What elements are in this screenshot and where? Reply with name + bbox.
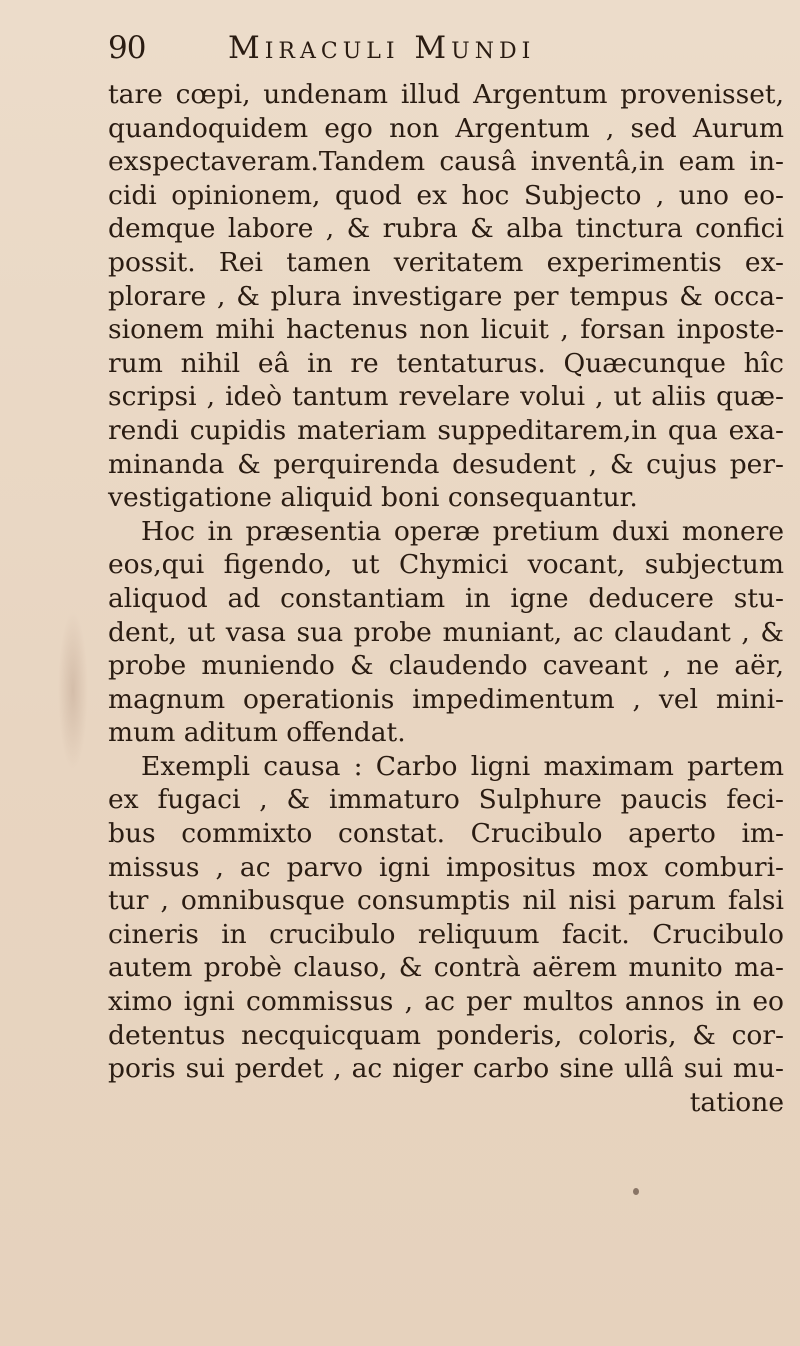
text-line: sionem mihi hactenus non licuit , forsan inposte- (108, 314, 784, 346)
text-line: cidi opinionem, quod ex hoc Subjecto , uno eo- (108, 179, 784, 211)
text-line: possit. Rei tamen veritatem experimentis ex- (108, 246, 784, 278)
margin-stain (58, 610, 88, 770)
paragraph-start-line: Hoc in præsentia operæ pretium duxi monere (141, 515, 784, 547)
catchword: tatione (689, 1086, 784, 1118)
running-title: Miraculi Mundi (228, 30, 536, 66)
text-line: rendi cupidis materiam suppeditarem,in qua exa- (108, 414, 784, 446)
text-line: detentus necquicquam ponderis, coloris, & cor- (108, 1019, 784, 1051)
text-line: exspectaveram.Tandem causâ inventâ,in eam in- (108, 146, 784, 178)
text-line: autem probè clauso, & contrà aërem munito ma- (108, 952, 784, 984)
text-line: probe muniendo & claudendo caveant , ne aër, (108, 650, 784, 682)
page-header (108, 22, 708, 70)
paragraph-end-line: vestigatione aliquid boni consequantur. (108, 482, 638, 514)
text-line: aliquod ad constantiam in igne deducere stu- (108, 582, 784, 614)
text-line: bus commixto constat. Crucibulo aperto im- (108, 818, 784, 850)
text-line: eos,qui figendo, ut Chymici vocant, subjectum (108, 549, 784, 581)
text-line: scripsi , ideò tantum revelare volui , ut aliis quæ- (108, 381, 784, 413)
text-line: plorare , & plura investigare per tempus & occa- (108, 280, 784, 312)
body-text (108, 78, 784, 1119)
text-line: ex fugaci , & immaturo Sulphure paucis feci- (108, 784, 784, 816)
text-line: cineris in crucibulo reliquum facit. Crucibulo (108, 918, 784, 950)
text-line: ximo igni commissus , ac per multos annos in eo (108, 986, 784, 1018)
paragraph-start-line: Exempli causa : Carbo ligni maximam partem (141, 750, 784, 782)
text-line: dent, ut vasa sua probe muniant, ac claudant , & (108, 616, 784, 648)
text-line: missus , ac parvo igni impositus mox comburi- (108, 851, 784, 883)
text-line: tur , omnibusque consumptis nil nisi parum falsi (108, 885, 784, 917)
page-number: 90 (108, 30, 146, 66)
text-line: tare cœpi, undenam illud Argentum provenisset, (108, 79, 784, 110)
text-line: magnum operationis impedimentum , vel mini- (108, 683, 784, 715)
text-line: rum nihil eâ in re tentaturus. Quæcunque hîc (108, 347, 784, 379)
text-line: demque labore , & rubra & alba tinctura confici (108, 213, 784, 245)
text-line: quandoquidem ego non Argentum , sed Aurum (108, 112, 784, 144)
paragraph-end-line: mum aditum offendat. (108, 717, 406, 749)
text-line: poris sui perdet , ac niger carbo sine ullâ sui mu- (108, 1053, 784, 1085)
ink-speck (633, 1188, 639, 1195)
text-line: minanda & perquirenda desudent , & cujus per- (108, 448, 784, 480)
